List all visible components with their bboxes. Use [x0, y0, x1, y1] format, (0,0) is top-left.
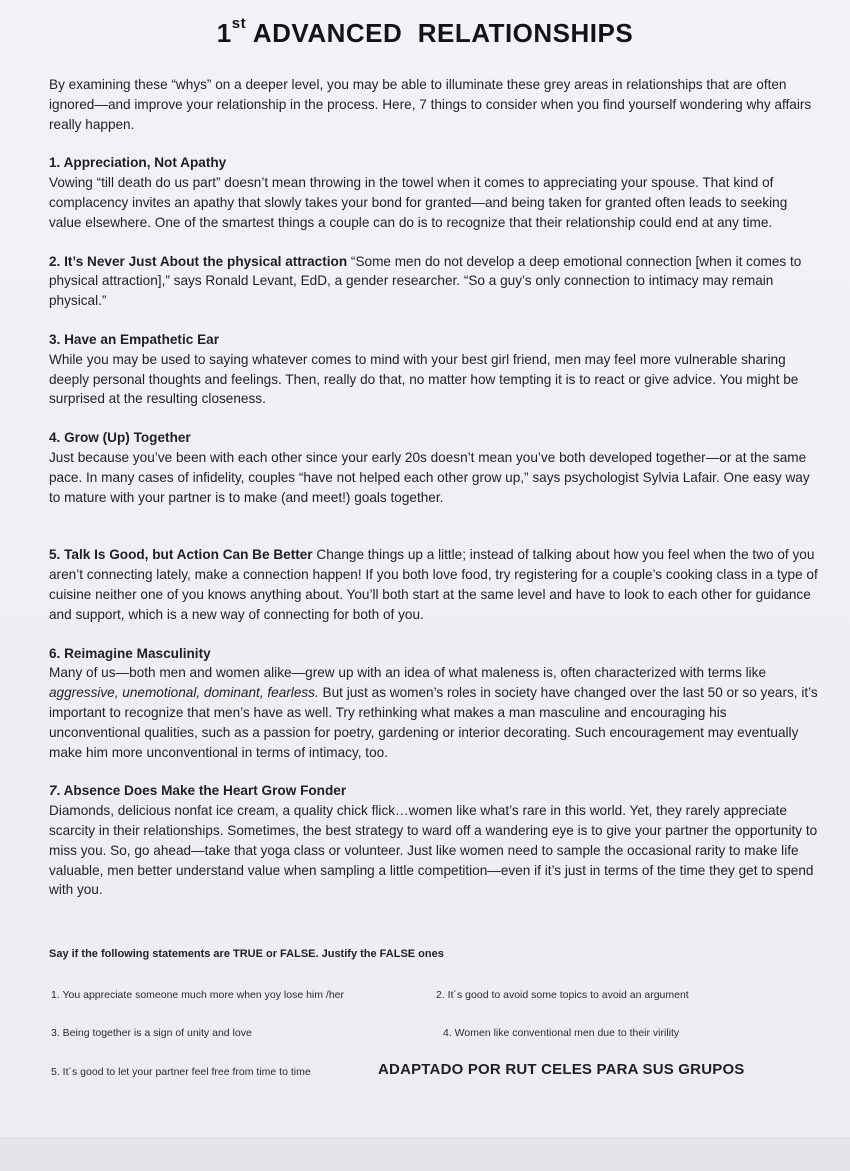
section-1-heading: 1. Appreciation, Not Apathy [49, 155, 227, 171]
section-7-body: Diamonds, delicious nonfat ice cream, a quality chick flick…women like what’s rare in this world. Yet, they rarely appreciate scarcity in their relationships. Sometimes, the best strategy to ward off a wandering eye is to give your partner the opportunity to miss you. So, go ahead—take that yoga class or volunteer. Just like women need to sample the occasional rarity to make life valuable, men better understand value when sampling a little competition—even if it’s just in terms of the time they get to spend with you. [49, 803, 818, 898]
statement-4: 4. Women like conventional men due to their virility [443, 1027, 680, 1039]
section-3 [49, 330, 821, 409]
statement-1: 1. You appreciate someone much more when yoy lose him /her [51, 989, 345, 1001]
credit-line: ADAPTADO POR RUT CELES PARA SUS GRUPOS [378, 1061, 745, 1078]
section-7 [49, 781, 821, 900]
section-6-body-before: Many of us—both men and women alike—grew up with an idea of what maleness is, often characterized with terms like [49, 665, 767, 681]
title-text: ADVANCED RELATIONSHIPS [252, 18, 634, 48]
intro-paragraph: By examining these “whys” on a deeper level, you may be able to illuminate these grey areas in relationships that are often ignored—and improve your relationship in the process. Here, 7 things to consider when you find yourself wondering why affairs really happen. [49, 77, 812, 132]
section-7-number: 7 [49, 783, 57, 799]
section-7-heading: . Absence Does Make the Heart Grow Fonder [56, 783, 347, 799]
article-body [49, 75, 821, 919]
exercise-heading: Say if the following statements are TRUE or FALSE. Justify the FALSE ones [49, 948, 444, 960]
section-5-body: Change things up a little; instead of talking about how you feel when the two of you aren’t connecting lately, make a connection happen! If you both love food, try registering for a couple’s cooking class in a type of cuisine neither one of you knows anything about. You’ll both start at the same level and have to look to each other for guidance and support, which is a new way of connecting for both of you. [49, 547, 818, 622]
title-number: 1 [216, 18, 232, 48]
section-2-body: “Some men do not develop a deep emotional connection [when it comes to physical attraction],” says Ronald Levant, EdD, a gender researcher. “So a guy’s only connection to intimacy may remain physical.” [49, 253, 802, 309]
section-2 [49, 252, 821, 311]
statement-5: 5. It´s good to let your partner feel free from time to time [51, 1066, 311, 1078]
section-5 [49, 545, 821, 624]
section-6 [49, 644, 821, 763]
statement-2: 2. It´s good to avoid some topics to avoid an argument [436, 989, 689, 1001]
section-4-heading: 4. Grow (Up) Together [49, 430, 191, 446]
page-title [0, 15, 850, 49]
section-6-heading: 6. Reimagine Masculinity [49, 645, 211, 661]
section-6-body-italic: aggressive, unemotional, dominant, fearless. [49, 685, 319, 701]
section-6-body [49, 663, 821, 762]
section-3-body: While you may be used to saying whatever comes to mind with your best girl friend, men may feel more vulnerable sharing deeply personal thoughts and feelings. Then, really do that, no matter how tempting it is to react or give advice. You might be surprised at the resulting closeness. [49, 351, 799, 407]
section-1 [49, 153, 821, 232]
title-superscript: st [231, 15, 247, 33]
section-4-body: Just because you’ve been with each other since your early 20s doesn’t mean you’ve both developed together—or at the same pace. In many cases of infidelity, couples “have not helped each other grow up,” says psychologist Sylvia Lafair. One easy way to mature with your partner is to make (and meet!) goals together. [49, 449, 810, 505]
scan-bottom-edge [0, 1138, 850, 1171]
section-6-body-after: But just as women’s roles in society have changed over the last 50 or so years, it’s important to recognize that men’s have as well. Try rethinking what makes a man masculine and encouraging his unconventional qualities, such as a passion for poetry, gardening or interior decorating. Such encouragement may eventually make him more unconventional in terms of intimacy, too. [49, 685, 818, 760]
section-3-heading: 3. Have an Empathetic Ear [49, 331, 219, 347]
section-2-heading: 2. It’s Never Just About the physical attraction [49, 253, 348, 269]
section-5-heading: 5. Talk Is Good, but Action Can Be Better [49, 547, 313, 563]
section-4 [49, 428, 821, 507]
statement-3: 3. Being together is a sign of unity and love [51, 1027, 252, 1039]
section-1-body: Vowing “till death do us part” doesn’t mean throwing in the towel when it comes to appreciating your spouse. That kind of complacency invites an apathy that slowly takes your bond for granted—and being taken for granted often leads to seeking value elsewhere. One of the smartest things a couple can do is to recognize that their relationship could end at any time. [49, 175, 788, 230]
